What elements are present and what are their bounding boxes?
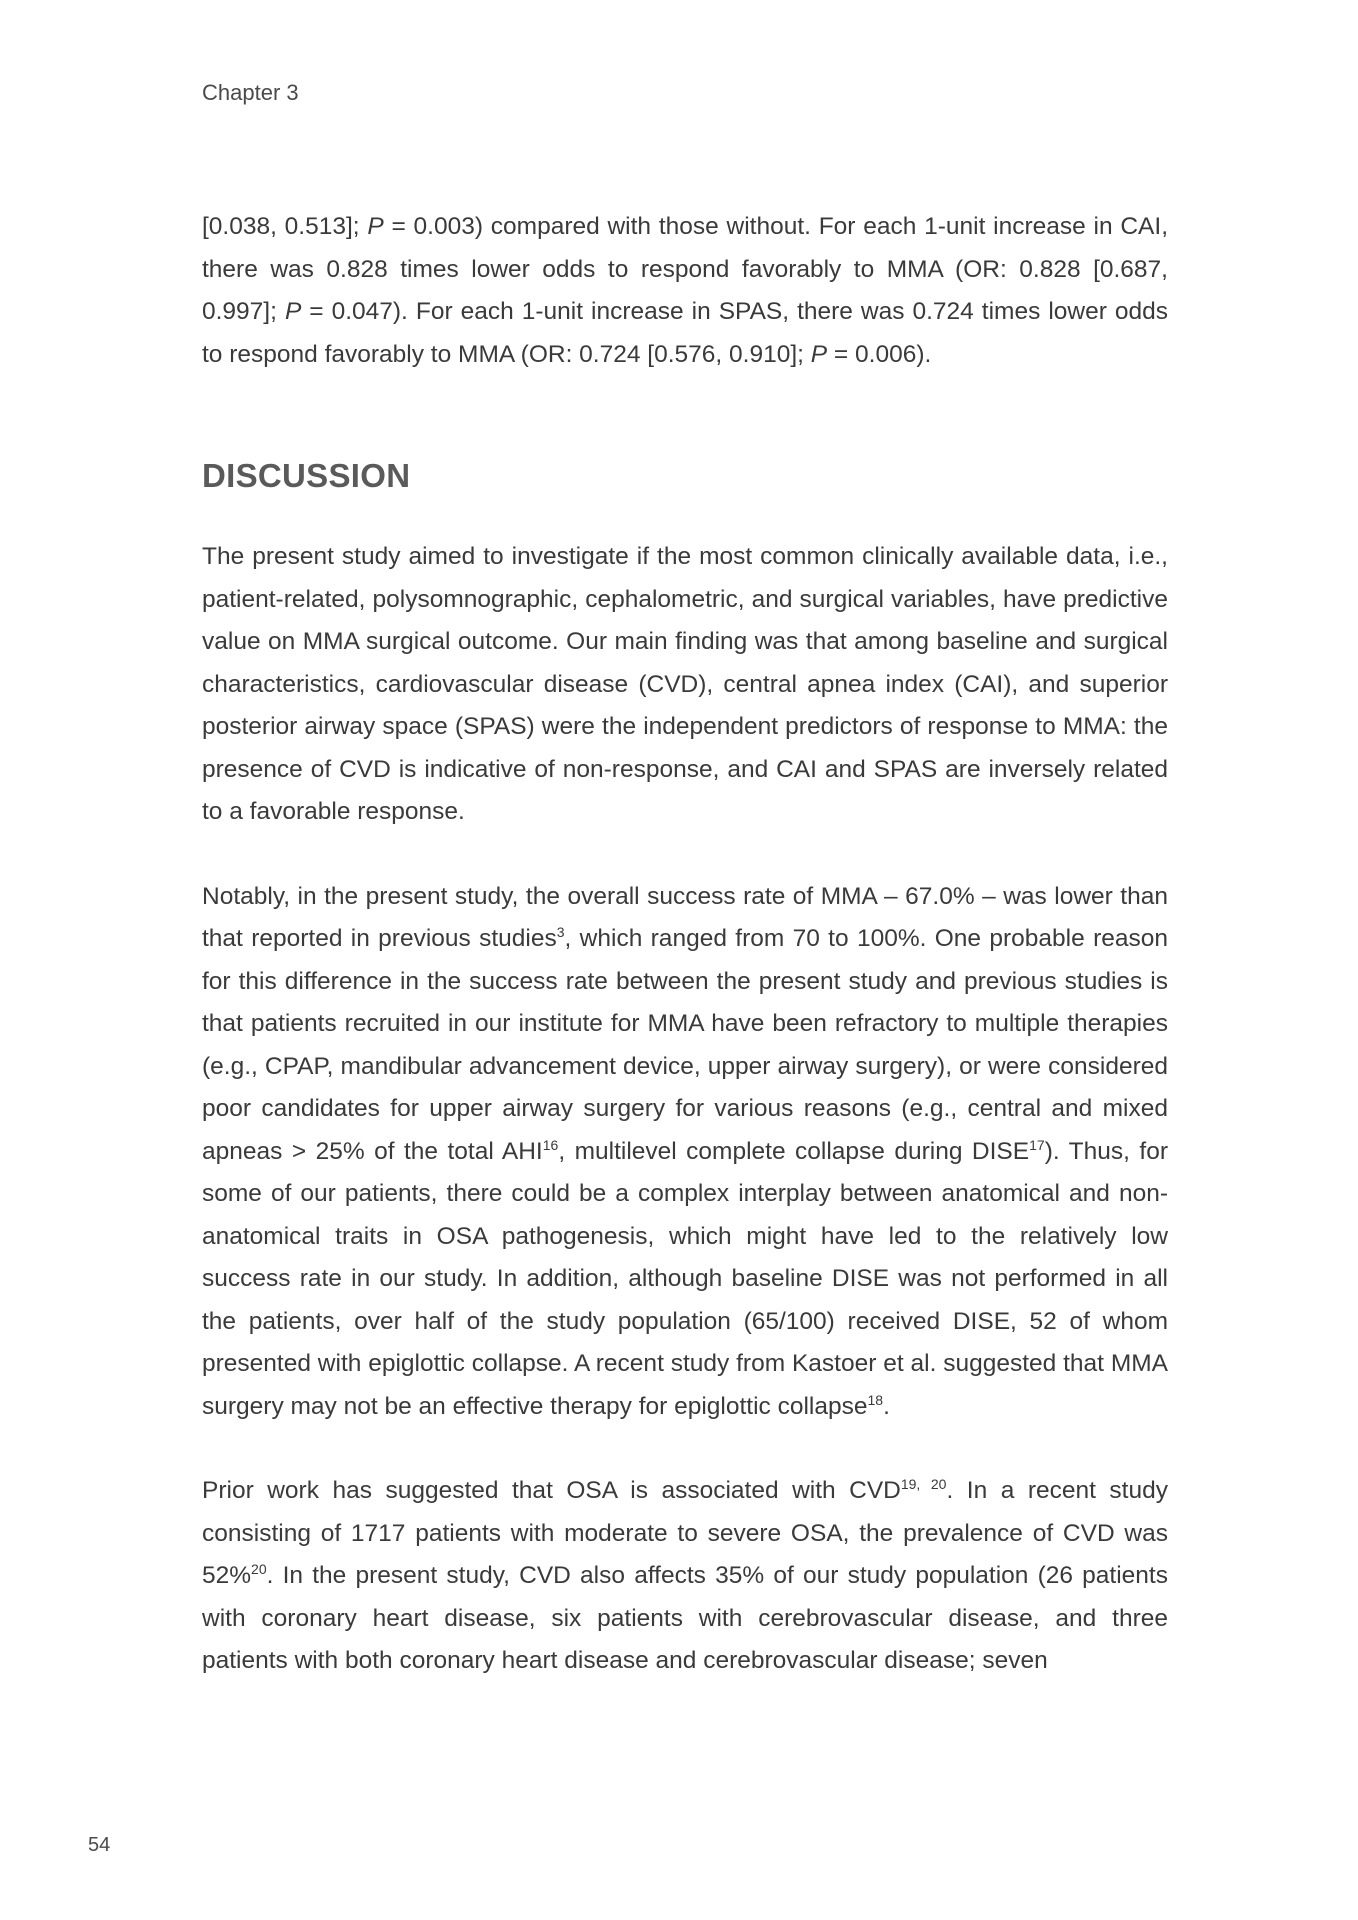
text-run: Prior work has suggested that OSA is associated with CVD	[202, 1477, 901, 1504]
paragraph-results-continued	[202, 206, 1168, 376]
text-run: , which ranged from 70 to 100%. One probable reason for this difference in the success rate between the present study and previous studies is that patients recruited in our institute for MMA have been refractory to multiple therapies (e.g., CPAP, mandibular advancement device, upper airway surgery), or were considered poor candidates for upper airway surgery for various reasons (e.g., central and mixed apneas > 25% of the total AHI	[202, 925, 1168, 1165]
citation-ref: 18	[867, 1391, 884, 1408]
citation-ref: 17	[1029, 1136, 1045, 1153]
text-run: . In a recent study consisting of 1717 patients with moderate to severe OSA, the prevalence of CVD was 52%	[202, 1477, 1168, 1589]
section-heading: DISCUSSION	[202, 457, 411, 494]
page-number: 54	[88, 1834, 111, 1856]
p-value-symbol: P	[284, 298, 302, 325]
paragraph-cvd	[202, 1470, 1168, 1683]
text-run: ). Thus, for some of our patients, there could be a complex interplay between anatomical and non-anatomical traits in OSA pathogenesis, which might have led to the relatively low success rate in our study. In addition, although baseline DISE was not performed in all the patients, over half of the study population (65/100) received DISE, 52 of whom presented with epiglottic collapse. A recent study from Kastoer et al. suggested that MMA surgery may not be an effective therapy for epiglottic collapse	[202, 1137, 1169, 1420]
citation-ref: 16	[542, 1136, 559, 1153]
paragraph-success-rate	[202, 876, 1168, 1429]
text-run: = 0.047). For each 1-unit increase in SPAS, there was 0.724 times lower odds to respond favorably to MMA (OR: 0.724 [0.576, 0.910];	[202, 298, 1169, 368]
running-head: Chapter 3	[202, 80, 299, 105]
p-value-symbol: P	[810, 340, 828, 368]
text-run: .	[883, 1392, 890, 1420]
p-value-symbol: P	[367, 213, 384, 240]
citation-ref: 20	[251, 1561, 267, 1577]
text-run: = 0.006).	[827, 340, 932, 368]
citation-ref: 19, 20	[900, 1476, 947, 1492]
paragraph-discussion-intro: The present study aimed to investigate if the most common clinically available data, i.e., patient-related, polysomnographic, cephalometric, and surgical variables, have predictive value on MMA surgical outcome. Our main finding was that among baseline and surgical characteristics, cardiovascular disease (CVD), central apnea index (CAI), and superior posterior airway space (SPAS) were the independent predictors of response to MMA: the presence of CVD is indicative of non-response, and CAI and SPAS are inversely related to a favorable response.	[202, 543, 1168, 825]
text-run: , multilevel complete collapse during DISE	[558, 1137, 1030, 1165]
citation-ref: 3	[556, 924, 565, 940]
text-run: = 0.003) compared with those without. For each 1-unit increase in CAI, there was 0.828 times lower odds to respond favorably to MMA (OR: 0.828 [0.687, 0.997];	[202, 213, 1168, 325]
page-body	[202, 206, 1168, 1683]
text-run: Notably, in the present study, the overall success rate of MMA – 67.0% – was lower than that reported in previous studies	[202, 882, 1168, 952]
text-run: [0.038, 0.513];	[202, 213, 368, 240]
text-run: . In the present study, CVD also affects 35% of our study population (26 patients with coronary heart disease, six patients with cerebrovascular disease, and three patients with both coronary heart disease and cerebrovascular disease; seven	[202, 1562, 1168, 1674]
